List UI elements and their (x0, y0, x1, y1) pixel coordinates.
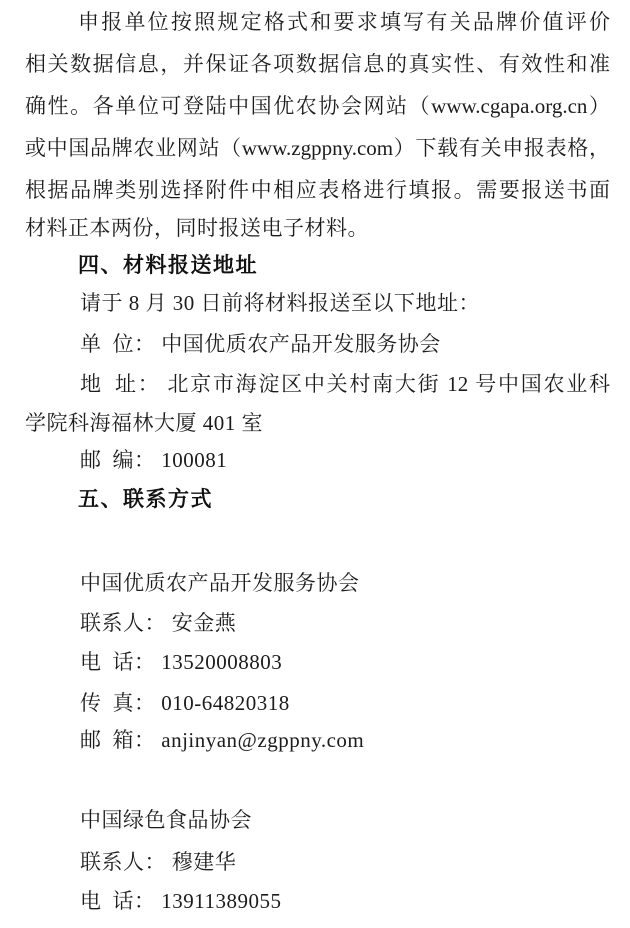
org1-fax-line: 传 真： 010-64820318 (80, 691, 290, 715)
section-five-heading: 五、联系方式 (78, 487, 213, 511)
org2-phone-line: 电 话： 13911389055 (80, 889, 282, 913)
org2-name: 中国绿色食品协会 (80, 808, 252, 832)
org1-contact-line: 联系人： 安金燕 (80, 611, 237, 635)
org1-phone-line: 电 话： 13520008803 (80, 650, 283, 674)
org1-email-line: 邮 箱： anjinyan@zgppny.com (80, 728, 365, 752)
paragraph-line: 材料正本两份，同时报送电子材料。 (25, 216, 369, 240)
org2-contact-line: 联系人： 穆建华 (80, 850, 237, 874)
section-four-heading: 四、材料报送地址 (78, 253, 258, 277)
paragraph-line: 确性。各单位可登陆中国优农协会网站（www.cgapa.org.cn） (25, 94, 610, 118)
paragraph-line: 相关数据信息，并保证各项数据信息的真实性、有效性和准 (25, 52, 610, 76)
org1-name: 中国优质农产品开发服务协会 (80, 571, 360, 595)
address-line-1: 地 址： 北京市海淀区中关村南大街 12 号中国农业科 (80, 372, 610, 396)
unit-line: 单 位： 中国优质农产品开发服务协会 (80, 332, 441, 356)
submission-intro-line: 请于 8 月 30 日前将材料报送至以下地址： (80, 291, 480, 315)
paragraph-line: 根据品牌类别选择附件中相应表格进行填报。需要报送书面 (25, 178, 610, 202)
postcode-line: 邮 编： 100081 (80, 448, 228, 472)
paragraph-line: 或中国品牌农业网站（www.zgppny.com）下载有关申报表格， (25, 136, 610, 160)
paragraph-line: 申报单位按照规定格式和要求填写有关品牌价值评价 (78, 10, 610, 34)
address-line-2: 学院科海福林大厦 401 室 (25, 411, 263, 435)
